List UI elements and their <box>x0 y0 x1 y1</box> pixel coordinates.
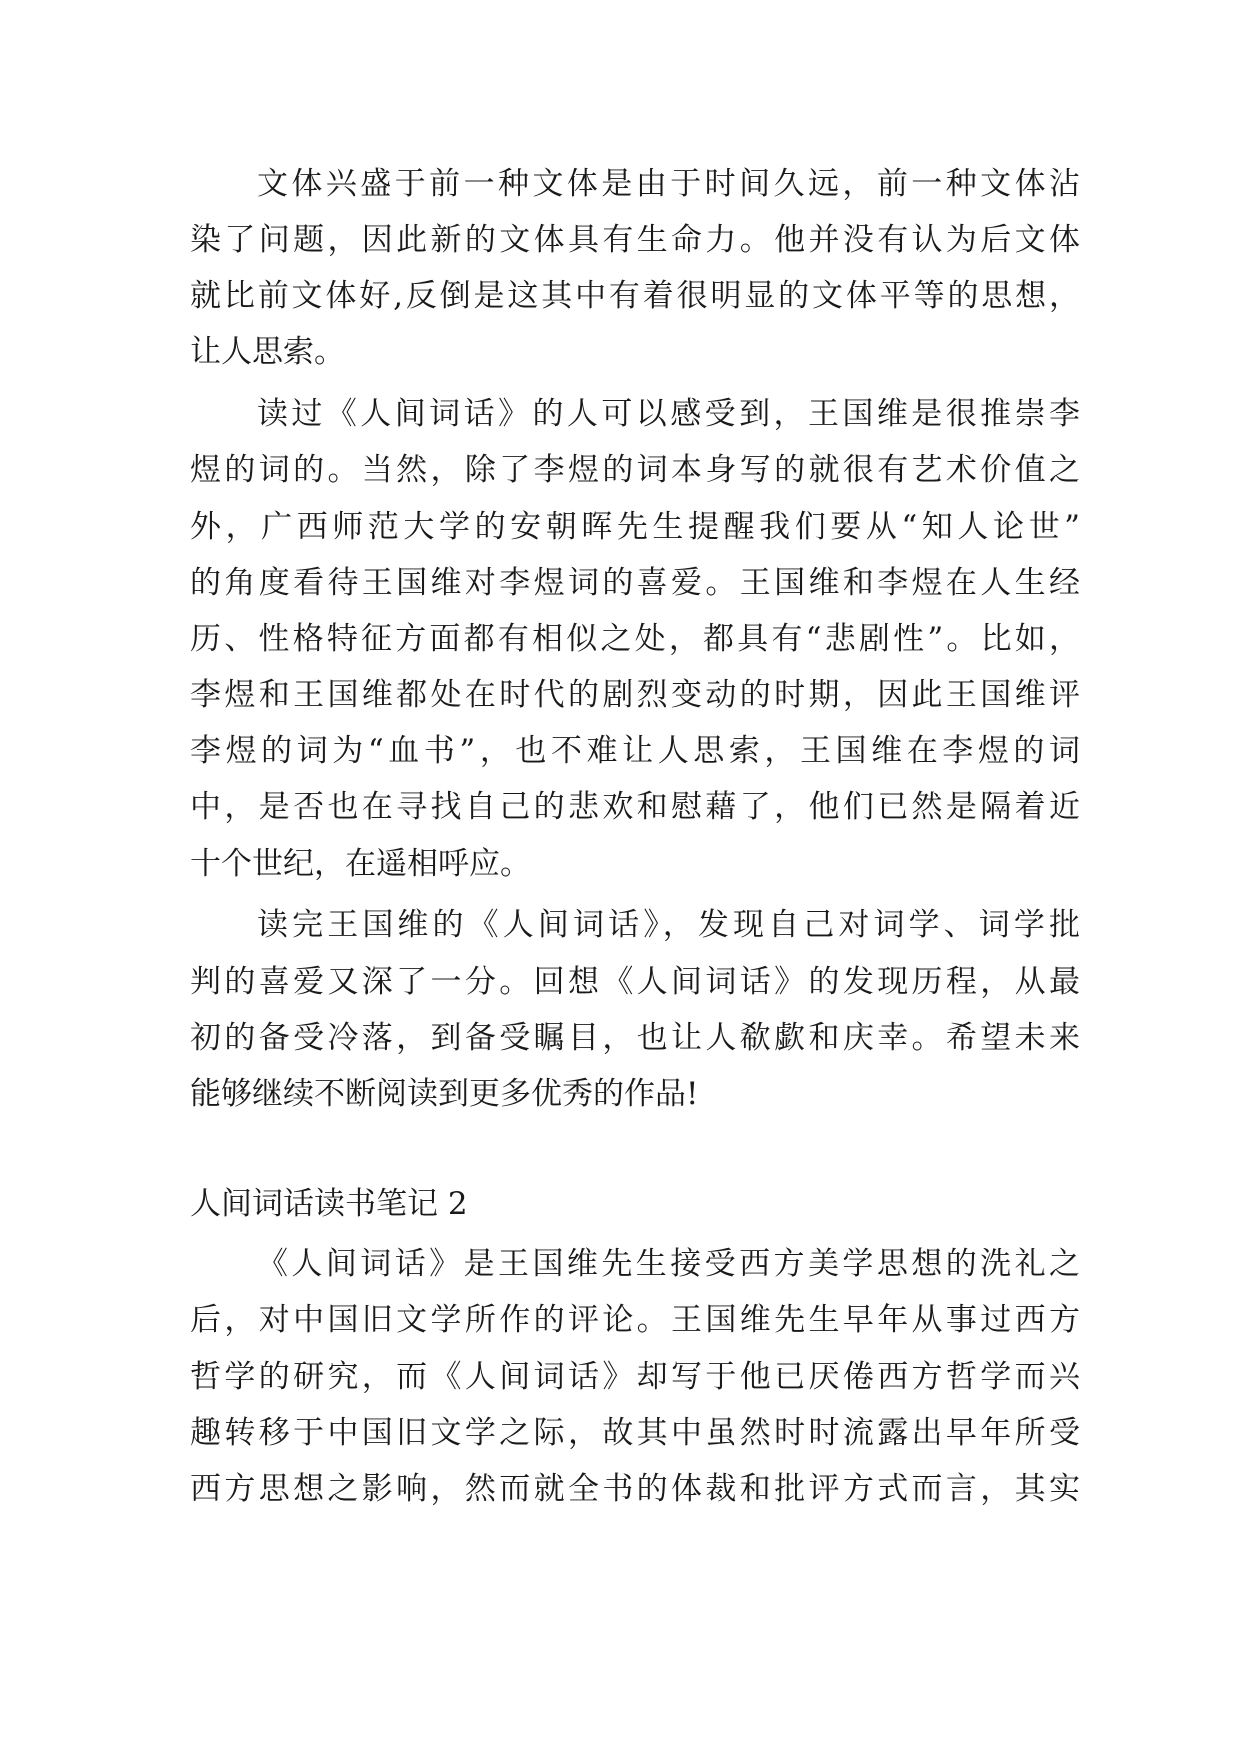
section-title: 人间词话读书笔记 2 <box>190 1186 468 1222</box>
paragraph-2-line-4: 的角度看待王国维对李煜词的喜爱。王国维和李煜在人生经 <box>190 565 1080 601</box>
paragraph-2-line-3: 外，广西师范大学的安朝晖先生提醒我们要从“知人论世” <box>190 509 1080 545</box>
paragraph-2-line-6: 李煜和王国维都处在时代的剧烈变动的时期，因此王国维评 <box>190 677 1080 713</box>
paragraph-2-line-8: 中，是否也在寻找自己的悲欢和慰藉了，他们已然是隔着近 <box>190 789 1080 825</box>
paragraph-3-line-3: 初的备受冷落，到备受瞩目，也让人欷歔和庆幸。希望未来 <box>190 1020 1080 1056</box>
section-paragraph-line-4: 趣转移于中国旧文学之际，故其中虽然时时流露出早年所受 <box>190 1415 1080 1451</box>
section-paragraph-line-2: 后，对中国旧文学所作的评论。王国维先生早年从事过西方 <box>190 1302 1080 1338</box>
paragraph-3-line-1: 读完王国维的《人间词话》，发现自己对词学、词学批 <box>257 907 1080 943</box>
paragraph-2-line-7: 李煜的词为“血书”，也不难让人思索，王国维在李煜的词 <box>190 733 1080 769</box>
section-paragraph-line-3: 哲学的研究，而《人间词话》却写于他已厌倦西方哲学而兴 <box>190 1359 1080 1395</box>
paragraph-3-line-2: 判的喜爱又深了一分。回想《人间词话》的发现历程，从最 <box>190 964 1080 1000</box>
paragraph-2-line-9: 十个世纪，在遥相呼应。 <box>190 846 531 882</box>
paragraph-2-line-1: 读过《人间词话》的人可以感受到，王国维是很推崇李 <box>257 396 1080 432</box>
paragraph-1-line-4: 让人思索。 <box>190 334 345 370</box>
paragraph-1-line-2: 染了问题，因此新的文体具有生命力。他并没有认为后文体 <box>190 222 1080 258</box>
paragraph-1-line-3: 就比前文体好,反倒是这其中有着很明显的文体平等的思想， <box>190 278 1080 314</box>
paragraph-1-line-1: 文体兴盛于前一种文体是由于时间久远，前一种文体沾 <box>257 166 1080 202</box>
paragraph-2-line-5: 历、性格特征方面都有相似之处，都具有“悲剧性”。比如， <box>190 621 1080 657</box>
section-paragraph-line-5: 西方思想之影响，然而就全书的体裁和批评方式而言，其实 <box>190 1471 1080 1507</box>
paragraph-3-line-4: 能够继续不断阅读到更多优秀的作品! <box>190 1076 699 1112</box>
paragraph-2-line-2: 煜的词的。当然，除了李煜的词本身写的就很有艺术价值之 <box>190 452 1080 488</box>
section-paragraph-line-1: 《人间词话》是王国维先生接受西方美学思想的洗礼之 <box>257 1246 1080 1282</box>
